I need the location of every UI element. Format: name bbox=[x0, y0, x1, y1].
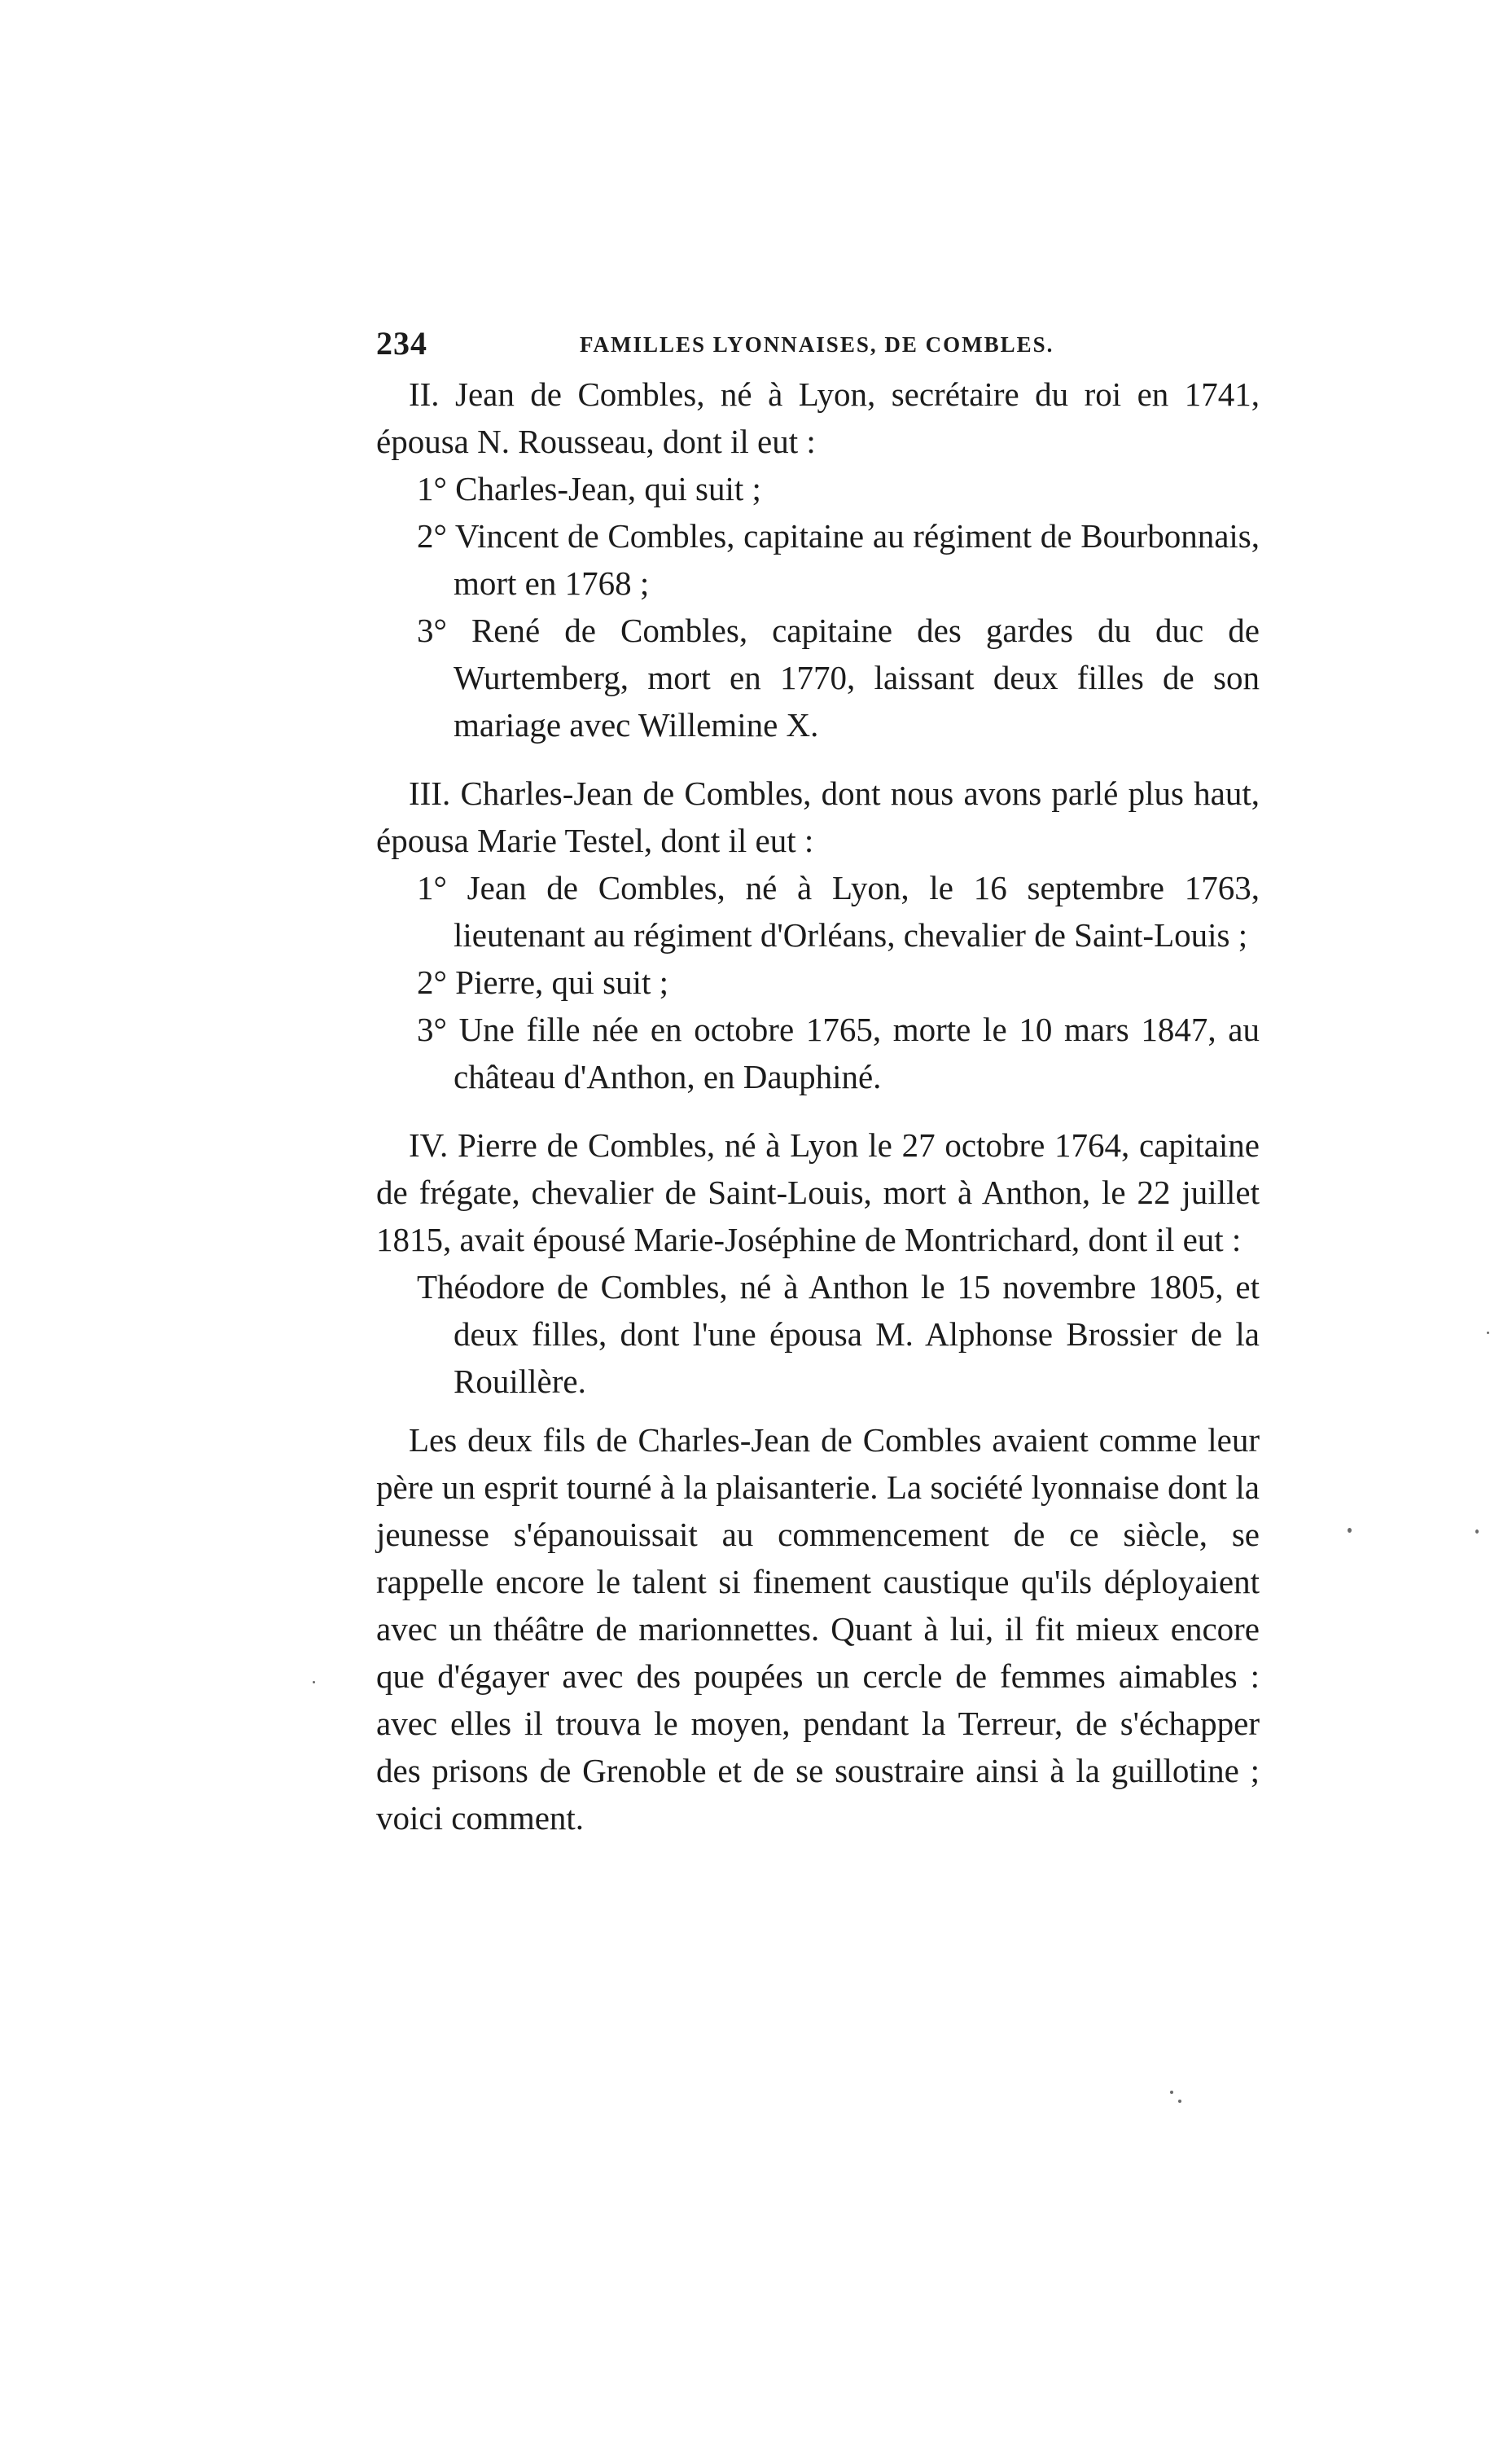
page-number: 234 bbox=[376, 325, 427, 362]
generation-iv-intro: IV. Pierre de Combles, né à Lyon le 27 octobre 1764, capitaine de frégate, chevalier de Saint-Louis, mort à Anthon, le 22 juillet 1815, avait épousé Marie-Joséphine de Montrichard, dont il eut : bbox=[376, 1126, 1260, 1258]
spacer bbox=[376, 748, 1260, 770]
generation-ii-child-3: 3° René de Combles, capitaine des gardes du duc de Wurtemberg, mort en 1770, laissant deux filles de son mariage avec Willemine X. bbox=[417, 612, 1260, 744]
print-speck bbox=[1348, 1528, 1352, 1533]
closing-paragraph: Les deux fils de Charles-Jean de Combles avaient comme leur père un esprit tourné à la plaisanterie. La société lyonnaise dont la jeunesse s'épanouissait au commencement de ce siècle, se rappelle encore le talent si finement caustique qu'ils déployaient avec un théâtre de marionnettes. Quant à lui, il fit mieux encore que d'égayer avec des poupées un cercle de femmes aimables : avec elles il trouva le moyen, pendant la Terreur, de s'échapper des prisons de Grenoble et de se soustraire ainsi à la guillotine ; voici comment. bbox=[376, 1421, 1260, 1837]
generation-iii-intro: III. Charles-Jean de Combles, dont nous avons parlé plus haut, épousa Marie Testel, dont il eut : bbox=[376, 775, 1260, 859]
body-text bbox=[376, 371, 1260, 1841]
print-speck bbox=[1475, 1529, 1479, 1534]
generation-iii-child-2: 2° Pierre, qui suit ; bbox=[417, 963, 669, 1001]
spacer bbox=[376, 1100, 1260, 1121]
generation-iii-child-1: 1° Jean de Combles, né à Lyon, le 16 septembre 1763, lieutenant au régiment d'Orléans, chevalier de Saint-Louis ; bbox=[417, 869, 1260, 954]
generation-ii-child-1: 1° Charles-Jean, qui suit ; bbox=[417, 470, 761, 507]
generation-ii-child-2: 2° Vincent de Combles, capitaine au régiment de Bourbonnais, mort en 1768 ; bbox=[417, 517, 1260, 602]
spacer bbox=[376, 1405, 1260, 1416]
print-speck bbox=[1487, 1332, 1489, 1334]
generation-ii-intro: II. Jean de Combles, né à Lyon, secrétaire du roi en 1741, épousa N. Rousseau, dont il eut : bbox=[376, 375, 1260, 460]
running-head: FAMILLES LYONNAISES, DE COMBLES. bbox=[580, 332, 1054, 357]
print-speck bbox=[1170, 2091, 1173, 2094]
generation-iv-child-1: Théodore de Combles, né à Anthon le 15 novembre 1805, et deux filles, dont l'une épousa M. Alphonse Brossier de la Rouillère. bbox=[417, 1268, 1260, 1400]
page-header bbox=[376, 324, 1260, 373]
generation-iii-child-3: 3° Une fille née en octobre 1765, morte le 10 mars 1847, au château d'Anthon, en Dauphiné. bbox=[417, 1011, 1260, 1095]
print-speck bbox=[1178, 2100, 1181, 2103]
print-speck bbox=[313, 1681, 315, 1683]
